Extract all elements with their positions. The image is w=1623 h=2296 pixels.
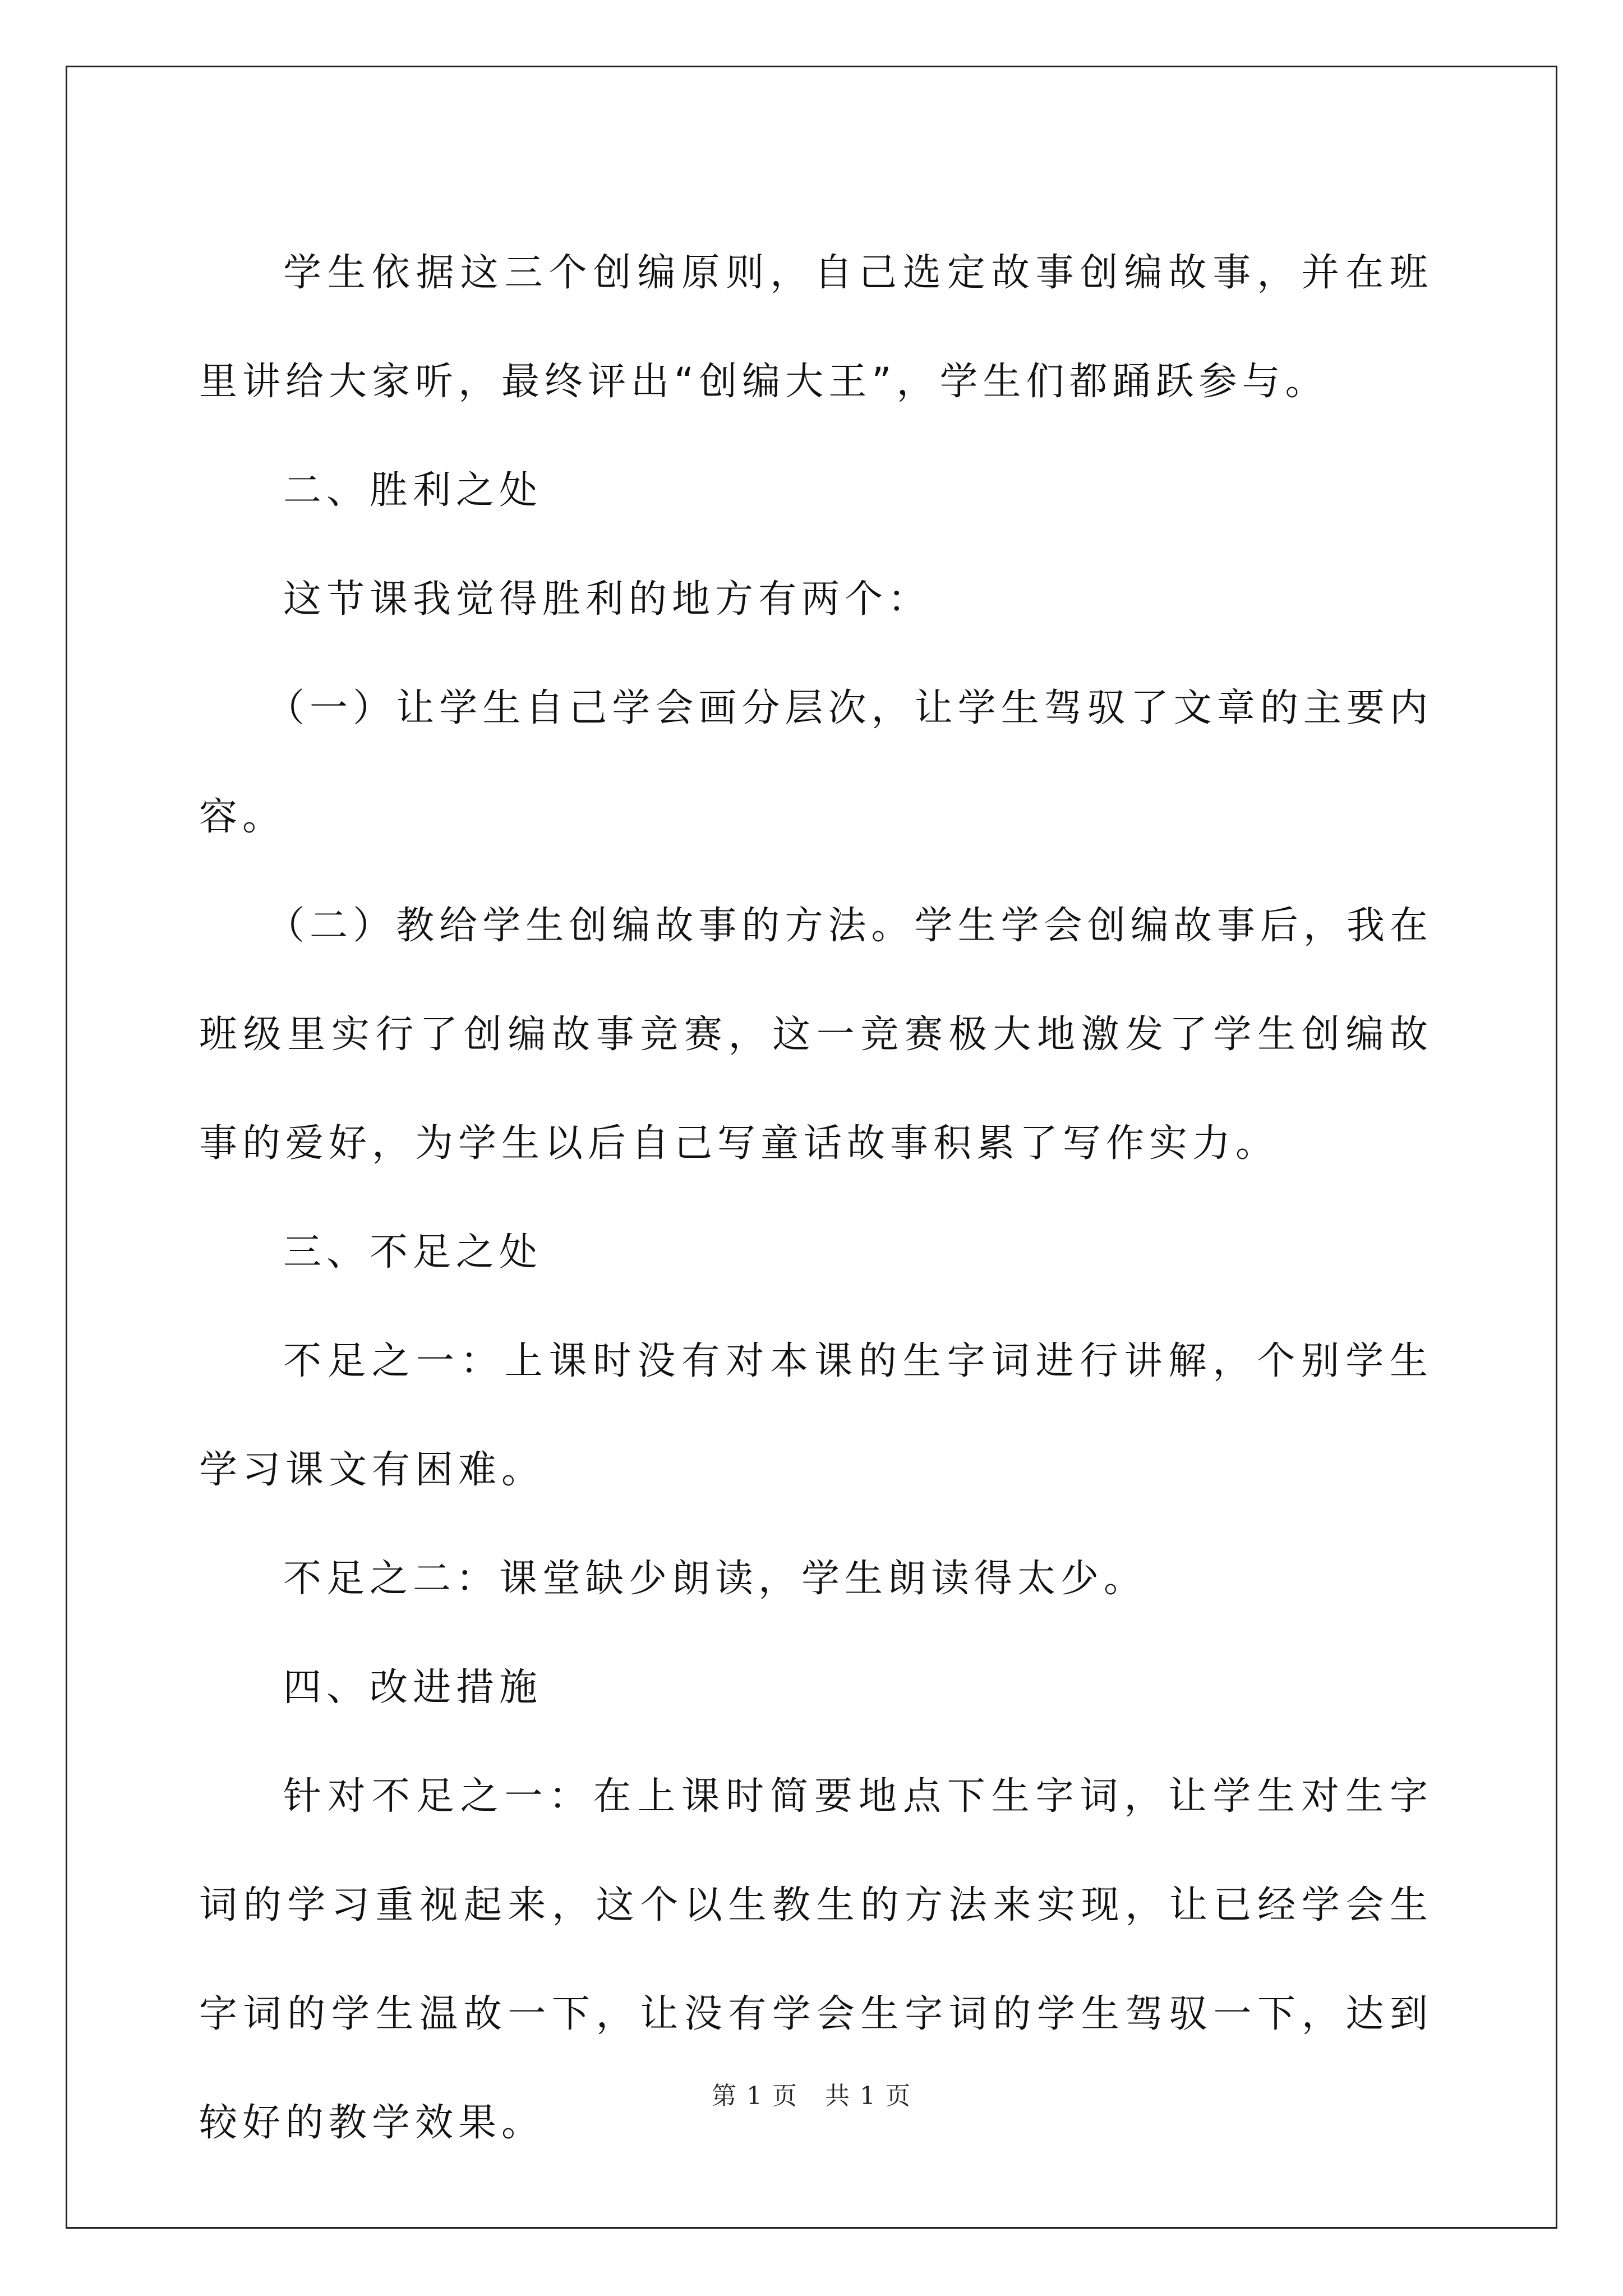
heading-successes: 二、胜利之处 [283,468,543,513]
paragraph-success-intro: 这节课我觉得胜利的地方有两个： [283,577,932,622]
paragraph-shortcoming-one: 不足之一：上课时没有对本课的生字词进行讲解，个别学生学习课文有困难。 [199,1339,1433,1492]
paragraph-shortcoming-two: 不足之二：课堂缺少朗读，学生朗读得太少。 [283,1557,1147,1601]
paragraph-creation-principles: 学生依据这三个创编原则，自己选定故事创编故事，并在班里讲给大家听，最终评出“创编大王”，学生们都踊跃参与。 [199,251,1433,404]
document-body [199,219,1433,2178]
paragraph-success-one: （一）让学生自己学会画分层次，让学生驾驭了文章的主要内容。 [199,686,1433,839]
heading-shortcomings: 三、不足之处 [283,1230,543,1274]
paragraph-improvement-one: 针对不足之一：在上课时简要地点下生字词，让学生对生字词的学习重视起来，这个以生教生的方法来实现，让已经学会生字词的学生温故一下，让没有学会生字词的学生驾驭一下，达到较好的教学效果。 [199,1774,1433,2145]
heading-improvements: 四、改进措施 [283,1665,543,1710]
paragraph-success-two: （二）教给学生创编故事的方法。学生学会创编故事后，我在班级里实行了创编故事竞赛，这一竞赛极大地激发了学生创编故事的爱好，为学生以后自己写童话故事积累了写作实力。 [199,904,1433,1166]
page-footer: 第 1 页 共 1 页 [712,2082,911,2110]
